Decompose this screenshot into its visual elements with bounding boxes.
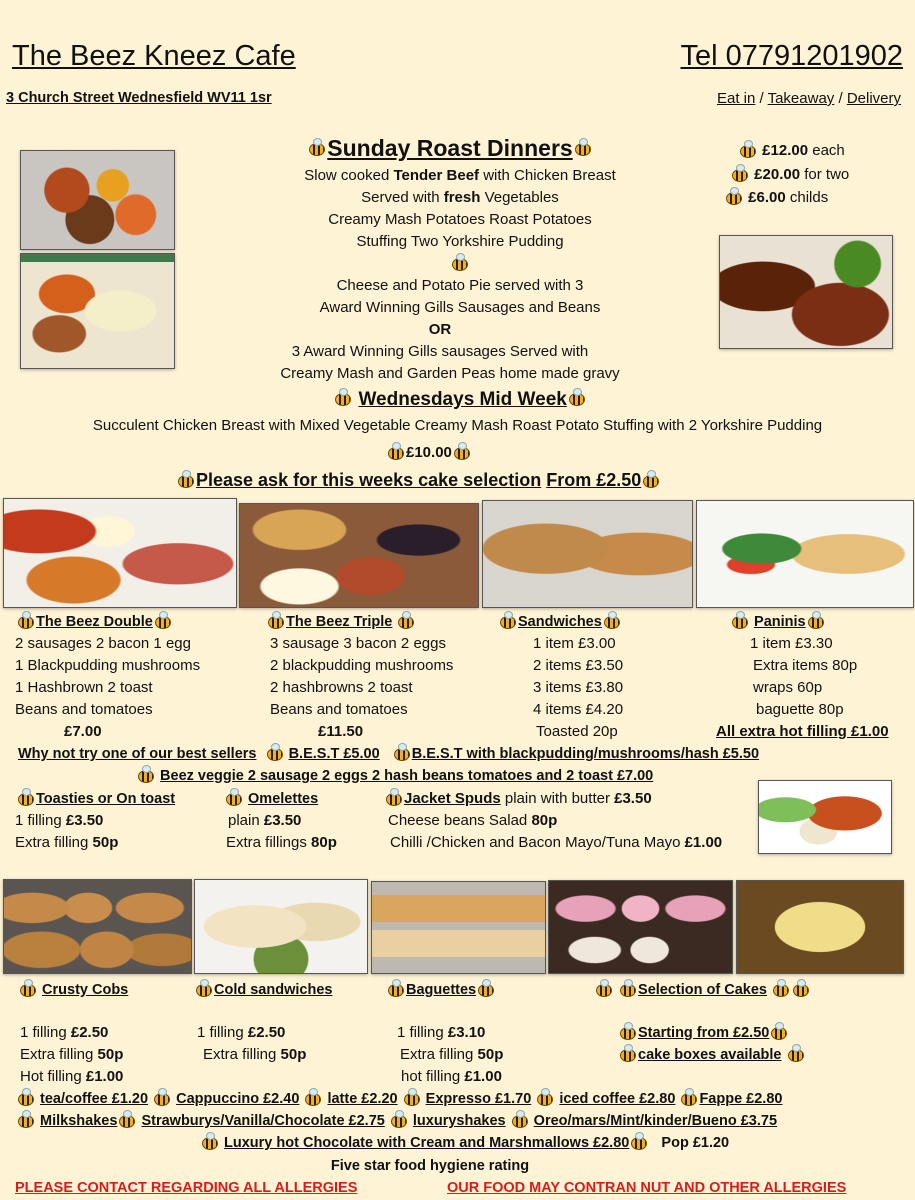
baguettes-title-row xyxy=(386,979,496,1001)
beez-double-price: £7.00 xyxy=(64,723,102,740)
sandwiches-title: Sandwiches xyxy=(518,614,602,630)
phone-number: Tel 07791201902 xyxy=(680,40,903,72)
toasties-title-row xyxy=(16,788,175,810)
bee-icon xyxy=(178,475,194,488)
text: Vegetables xyxy=(480,189,559,206)
beez-double-line: Beans and tomatoes xyxy=(15,701,153,718)
bee-icon xyxy=(604,616,620,629)
roast-title: Sunday Roast Dinners xyxy=(327,135,573,161)
bee-icon xyxy=(398,616,414,629)
cobs-line-1 xyxy=(20,1022,108,1044)
milkshakes: Milkshakes xyxy=(40,1113,118,1129)
wednesday-price-row xyxy=(386,442,472,464)
text: Served with xyxy=(361,189,444,206)
bee-icon xyxy=(454,447,470,460)
beez-double-photo xyxy=(3,498,237,608)
cobs-line-3 xyxy=(20,1066,123,1088)
cake-banner-price: From £2.50 xyxy=(546,470,642,490)
price: £20.00 xyxy=(754,166,801,183)
toasties-line-2 xyxy=(15,832,118,854)
paninis-line: 1 item £3.30 xyxy=(750,635,833,652)
cappuccino: Cappuccino £2.40 xyxy=(176,1091,300,1107)
iced-coffee: iced coffee £2.80 xyxy=(559,1091,676,1107)
tea-coffee: tea/coffee £1.20 xyxy=(40,1091,149,1107)
jacket-line-2 xyxy=(388,810,557,832)
eat-in-option: Eat in xyxy=(716,90,756,107)
allergy-notice-1: PLEASE CONTACT REGARDING ALL ALLERGIES xyxy=(15,1180,358,1196)
bee-icon xyxy=(268,616,284,629)
bee-icon xyxy=(452,258,468,271)
bee-icon xyxy=(309,143,325,156)
crusty-cobs-photo xyxy=(3,879,192,974)
baguettes-line-2 xyxy=(400,1044,503,1066)
cold-title-row xyxy=(194,979,332,1001)
bee-icon xyxy=(788,1049,804,1062)
cold-line-2 xyxy=(203,1044,306,1066)
toasties-title: Toasties or On toast xyxy=(36,791,176,807)
wednesday-heading xyxy=(180,389,740,411)
panini-photo xyxy=(696,500,914,608)
text: Extra filling xyxy=(15,834,93,851)
bee-icon xyxy=(620,1027,636,1040)
beez-triple-line: 2 blackpudding mushrooms xyxy=(270,657,454,674)
beez-double-line: 2 sausages 2 bacon 1 egg xyxy=(15,635,191,652)
bee-icon xyxy=(732,169,748,182)
toasties-line-1 xyxy=(15,810,103,832)
drinks-row-1 xyxy=(16,1088,782,1110)
roast-line-5: Cheese and Potato Pie served with 3 xyxy=(336,277,584,294)
text: Slow cooked xyxy=(304,167,394,184)
beez-veggie: Beez veggie 2 sausage 2 eggs 2 hash beans tomatoes and 2 toast £7.00 xyxy=(160,768,654,784)
bee-icon xyxy=(388,984,404,997)
delivery-option: Delivery xyxy=(846,90,901,107)
baguettes-line-3 xyxy=(401,1066,502,1088)
roast-heading xyxy=(180,135,720,162)
latte: latte £2.20 xyxy=(327,1091,398,1107)
bee-icon xyxy=(138,770,154,783)
roast-or: OR xyxy=(428,321,452,338)
bee-icon xyxy=(620,1049,636,1062)
separator: / xyxy=(838,90,843,107)
price: £6.00 xyxy=(748,189,786,206)
bee-icon xyxy=(18,616,34,629)
text: with Chicken Breast xyxy=(479,167,616,184)
bee-icon xyxy=(771,1027,787,1040)
pop: Pop £1.20 xyxy=(661,1135,730,1151)
bee-icon xyxy=(808,616,824,629)
beez-double-title-row xyxy=(16,611,173,633)
bee-icon xyxy=(20,984,36,997)
cobs-title: Crusty Cobs xyxy=(42,982,129,998)
text: 1 filling xyxy=(197,1024,248,1041)
price: £3.50 xyxy=(263,812,302,829)
text: Extra filling xyxy=(400,1046,478,1063)
price: 50p xyxy=(97,1046,124,1063)
text: each xyxy=(808,142,845,159)
best-sellers-text: Why not try one of our best sellers xyxy=(18,746,257,762)
sandwiches-line: 2 items £3.50 xyxy=(533,657,624,674)
roast-dinner-photo xyxy=(20,150,175,250)
text: Cheese beans Salad xyxy=(388,812,532,829)
bee-icon xyxy=(394,748,410,761)
price: £1.00 xyxy=(684,834,723,851)
roast-line-4: Stuffing Two Yorkshire Pudding xyxy=(356,233,564,250)
beez-triple-title-row xyxy=(266,611,416,633)
bee-icon xyxy=(643,475,659,488)
bee-icon xyxy=(773,984,789,997)
bee-icon xyxy=(620,984,636,997)
cake-boxes: cake boxes available xyxy=(638,1047,782,1063)
price: 50p xyxy=(92,834,119,851)
bee-icon xyxy=(305,1093,321,1106)
drinks-row-2 xyxy=(16,1110,777,1132)
bee-icon xyxy=(386,793,402,806)
text: 1 filling xyxy=(397,1024,448,1041)
cake-boxes-row xyxy=(618,1044,806,1066)
text: Extra filling xyxy=(20,1046,98,1063)
bee-icon xyxy=(740,145,756,158)
baguette-photo xyxy=(371,881,546,974)
bee-icon xyxy=(726,192,742,205)
sandwiches-line: 4 items £4.20 xyxy=(533,701,624,718)
text: plain xyxy=(228,812,264,829)
beez-triple-line: 2 hashbrowns 2 toast xyxy=(270,679,413,696)
bee-icon xyxy=(388,447,404,460)
bee-icon xyxy=(155,616,171,629)
cakes-start-row xyxy=(618,1022,789,1044)
beez-triple-line: Beans and tomatoes xyxy=(270,701,408,718)
price: £3.50 xyxy=(65,812,104,829)
text: Extra fillings xyxy=(226,834,312,851)
bee-icon xyxy=(154,1093,170,1106)
price: £2.50 xyxy=(70,1024,109,1041)
paninis-line: baguette 80p xyxy=(756,701,844,718)
bee-divider xyxy=(180,253,740,275)
jacket-line-3 xyxy=(390,832,722,854)
bee-icon xyxy=(631,1137,647,1150)
bee-icon xyxy=(537,1093,553,1106)
text-bold: Tender Beef xyxy=(393,167,480,184)
bee-icon xyxy=(18,1115,34,1128)
bee-icon xyxy=(681,1093,697,1106)
beez-double-title: The Beez Double xyxy=(36,614,153,630)
address: 3 Church Street Wednesfield WV11 1sr xyxy=(6,90,272,106)
bee-icon xyxy=(569,393,585,406)
cafe-name: The Beez Kneez Cafe xyxy=(12,40,296,72)
bee-icon xyxy=(596,984,612,997)
hygiene-rating: Five star food hygiene rating xyxy=(330,1158,530,1174)
text: Chilli /Chicken and Bacon Mayo/Tuna Mayo xyxy=(390,834,685,851)
wednesday-price: £10.00 xyxy=(406,444,452,461)
bee-icon xyxy=(500,616,516,629)
bee-icon xyxy=(575,143,591,156)
paninis-title: Paninis xyxy=(754,614,806,630)
bee-icon xyxy=(478,984,494,997)
text: for two xyxy=(800,166,850,183)
roast-price-two xyxy=(730,164,849,186)
bee-icon xyxy=(732,616,748,629)
omelettes-line-2 xyxy=(226,832,337,854)
price: 80p xyxy=(531,812,558,829)
jacket-spud-photo xyxy=(758,780,892,854)
sandwiches-line: 1 item £3.00 xyxy=(533,635,616,652)
baguettes-title: Baguettes xyxy=(406,982,477,998)
cake-box-photo xyxy=(736,880,904,974)
drinks-row-3 xyxy=(200,1132,729,1154)
bee-icon xyxy=(119,1115,135,1128)
wednesday-description: Succulent Chicken Breast with Mixed Vegetable Creamy Mash Roast Potato Stuffing with 2 Yorkshire Pudding xyxy=(92,417,823,434)
omelettes-line-1 xyxy=(228,810,301,832)
text: plain with butter xyxy=(500,790,615,807)
bee-icon xyxy=(267,748,283,761)
service-options xyxy=(717,90,901,107)
bee-icon xyxy=(202,1137,218,1150)
bee-icon xyxy=(793,984,809,997)
cake-banner-text: Please ask for this weeks cake selection xyxy=(196,470,542,490)
best-price: B.E.S.T £5.00 xyxy=(288,746,380,762)
cold-title: Cold sandwiches xyxy=(214,982,333,998)
bee-icon xyxy=(512,1115,528,1128)
cakes-title: Selection of Cakes xyxy=(638,982,767,998)
jacket-title: Jacket Spuds xyxy=(404,790,501,807)
beez-triple-line: 3 sausage 3 bacon 2 eggs xyxy=(270,635,446,652)
beez-double-line: 1 Blackpudding mushrooms xyxy=(15,657,201,674)
cold-line-1 xyxy=(197,1022,285,1044)
text: Extra filling xyxy=(203,1046,281,1063)
extra-hot-filling: All extra hot filling £1.00 xyxy=(716,723,889,740)
roast-line-6: Award Winning Gills Sausages and Beans xyxy=(319,299,601,316)
roast-line-1 xyxy=(180,165,740,187)
sandwiches-line: Toasted 20p xyxy=(536,723,618,740)
beez-veggie-row xyxy=(136,765,653,787)
sausage-mash-photo xyxy=(719,235,893,349)
separator: / xyxy=(759,90,764,107)
price: £2.50 xyxy=(247,1024,286,1041)
takeaway-option: Takeaway xyxy=(767,90,835,107)
allergy-notice-2: OUR FOOD MAY CONTRAN NUT AND OTHER ALLERGIES xyxy=(447,1180,847,1196)
bee-icon xyxy=(18,793,34,806)
bee-icon xyxy=(335,393,351,406)
wednesday-title: Wednesdays Mid Week xyxy=(358,389,567,410)
roast-price-each xyxy=(738,140,845,162)
cake-banner xyxy=(176,470,661,491)
sandwich-photo xyxy=(482,500,693,608)
beez-triple-photo xyxy=(239,503,479,608)
omelettes-title-row xyxy=(224,788,318,810)
cobs-line-2 xyxy=(20,1044,123,1066)
text: childs xyxy=(785,189,829,206)
best-blackpudding-price: B.E.S.T with blackpudding/mushrooms/hash £5.50 xyxy=(411,746,760,762)
text-bold: fresh xyxy=(443,189,481,206)
cakes-start: Starting from £2.50 xyxy=(638,1025,770,1041)
bee-icon xyxy=(226,793,242,806)
bee-icon xyxy=(196,984,212,997)
roast-line-2 xyxy=(180,187,740,209)
paninis-line: Extra items 80p xyxy=(753,657,858,674)
roast-price-childs xyxy=(724,187,828,209)
fappe: Fappe £2.80 xyxy=(699,1091,783,1107)
omelettes-title: Omelettes xyxy=(248,791,319,807)
roast-line-7: 3 Award Winning Gills sausages Served with xyxy=(291,343,589,360)
bee-icon xyxy=(18,1093,34,1106)
paninis-line: wraps 60p xyxy=(753,679,823,696)
price: 80p xyxy=(311,834,337,851)
hot-chocolate: Luxury hot Chocolate with Cream and Marshmallows £2.80 xyxy=(224,1135,630,1151)
pie-and-beans-photo xyxy=(20,253,175,369)
bee-icon xyxy=(391,1115,407,1128)
beez-double-line: 1 Hashbrown 2 toast xyxy=(15,679,153,696)
text: Hot filling xyxy=(20,1068,86,1085)
roast-line-8: Creamy Mash and Garden Peas home made gravy xyxy=(280,365,620,382)
price: £1.00 xyxy=(464,1068,502,1085)
roast-line-3: Creamy Mash Potatoes Roast Potatoes xyxy=(328,211,592,228)
price: £3.10 xyxy=(447,1024,486,1041)
expresso: Expresso £1.70 xyxy=(425,1091,532,1107)
milkshake-flavours: Strawburys/Vanilla/Chocolate £2.75 xyxy=(141,1113,385,1129)
luxuryshake-flavours: Oreo/mars/Mint/kinder/Bueno £3.75 xyxy=(533,1113,778,1129)
text: 1 filling xyxy=(15,812,66,829)
sandwiches-line: 3 items £3.80 xyxy=(533,679,624,696)
beez-triple-price: £11.50 xyxy=(318,723,364,740)
price: 50p xyxy=(280,1046,307,1063)
best-sellers-row xyxy=(18,743,759,765)
price: £3.50 xyxy=(614,790,652,807)
baguettes-line-1 xyxy=(397,1022,485,1044)
beez-triple-title: The Beez Triple xyxy=(286,614,393,630)
text: 1 filling xyxy=(20,1024,71,1041)
cakes-title-row xyxy=(594,979,811,1001)
paninis-title-row xyxy=(730,611,826,633)
cobs-title-row xyxy=(18,979,128,1001)
luxuryshakes: luxuryshakes xyxy=(412,1113,506,1129)
price: 50p xyxy=(477,1046,504,1063)
bee-icon xyxy=(404,1093,420,1106)
text: hot filling xyxy=(401,1068,465,1085)
jacket-title-row xyxy=(384,788,652,810)
cold-sandwich-photo xyxy=(194,879,368,974)
cakes-photo xyxy=(548,880,733,974)
price: £12.00 xyxy=(762,142,809,159)
sandwiches-title-row xyxy=(498,611,622,633)
price: £1.00 xyxy=(85,1068,124,1085)
